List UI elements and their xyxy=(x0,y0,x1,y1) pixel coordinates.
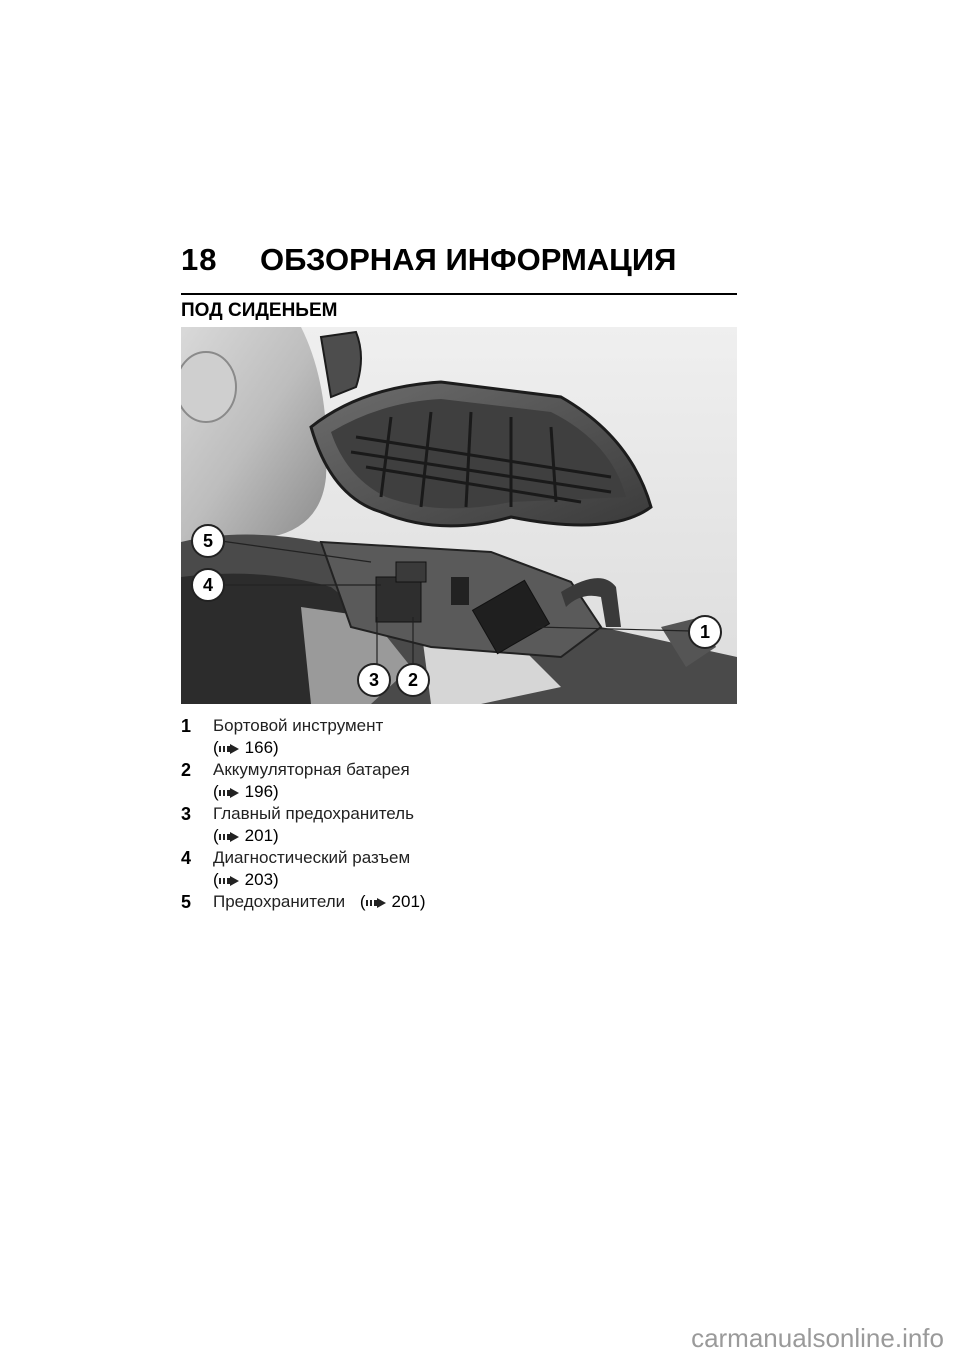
page-reference-number: 201) xyxy=(244,826,279,845)
legend-number: 5 xyxy=(181,892,192,912)
legend-number: 3 xyxy=(181,804,192,824)
page-reference-arrow-icon xyxy=(219,831,241,843)
legend-text: Предохранители xyxy=(213,892,346,911)
page-reference[interactable]: ( 203) xyxy=(213,870,279,889)
chapter-title: ОБЗОРНАЯ ИНФОРМАЦИЯ xyxy=(260,242,677,277)
page-reference-number: 166) xyxy=(244,738,279,757)
page-reference-number: 203) xyxy=(244,870,279,889)
legend-number: 4 xyxy=(181,848,192,868)
under-seat-illustration xyxy=(181,327,737,704)
callout-label-4: 4 xyxy=(202,575,214,595)
figure-legend xyxy=(181,715,481,913)
page-reference-arrow-icon xyxy=(219,875,241,887)
section-title: ПОД СИДЕНЬЕМ xyxy=(181,300,338,321)
page-reference[interactable]: ( 201) xyxy=(213,826,279,845)
page-reference-arrow-icon xyxy=(219,787,241,799)
legend-text: Главный предохранитель xyxy=(213,804,414,823)
legend-item-1 xyxy=(181,715,481,759)
legend-number: 1 xyxy=(181,716,192,736)
page-reference-number: 196) xyxy=(244,782,279,801)
page-header xyxy=(181,242,741,282)
callout-label-2: 2 xyxy=(407,670,419,690)
legend-item-4 xyxy=(181,847,481,891)
legend-text: Диагностический разъем xyxy=(213,848,411,867)
legend-text: Аккумуляторная батарея xyxy=(213,760,410,779)
page-reference-arrow-icon xyxy=(219,743,241,755)
page-reference[interactable]: ( 166) xyxy=(213,738,279,757)
legend-item-5 xyxy=(181,891,481,913)
callout-label-1: 1 xyxy=(699,622,711,642)
legend-item-3 xyxy=(181,803,481,847)
site-watermark[interactable]: carmanualsonline.info xyxy=(691,1323,944,1353)
legend-number: 2 xyxy=(181,760,192,780)
page-reference-number: 201) xyxy=(391,892,426,911)
page-reference[interactable]: ( 196) xyxy=(213,782,279,801)
callout-label-5: 5 xyxy=(202,531,214,551)
page-number: 18 xyxy=(181,242,218,277)
page-reference[interactable]: ( 201) xyxy=(359,892,426,911)
page-reference-arrow-icon xyxy=(366,897,388,909)
legend-item-2 xyxy=(181,759,481,803)
callout-label-3: 3 xyxy=(368,670,380,690)
header-divider xyxy=(181,293,737,295)
legend-text: Бортовой инструмент xyxy=(213,716,384,735)
